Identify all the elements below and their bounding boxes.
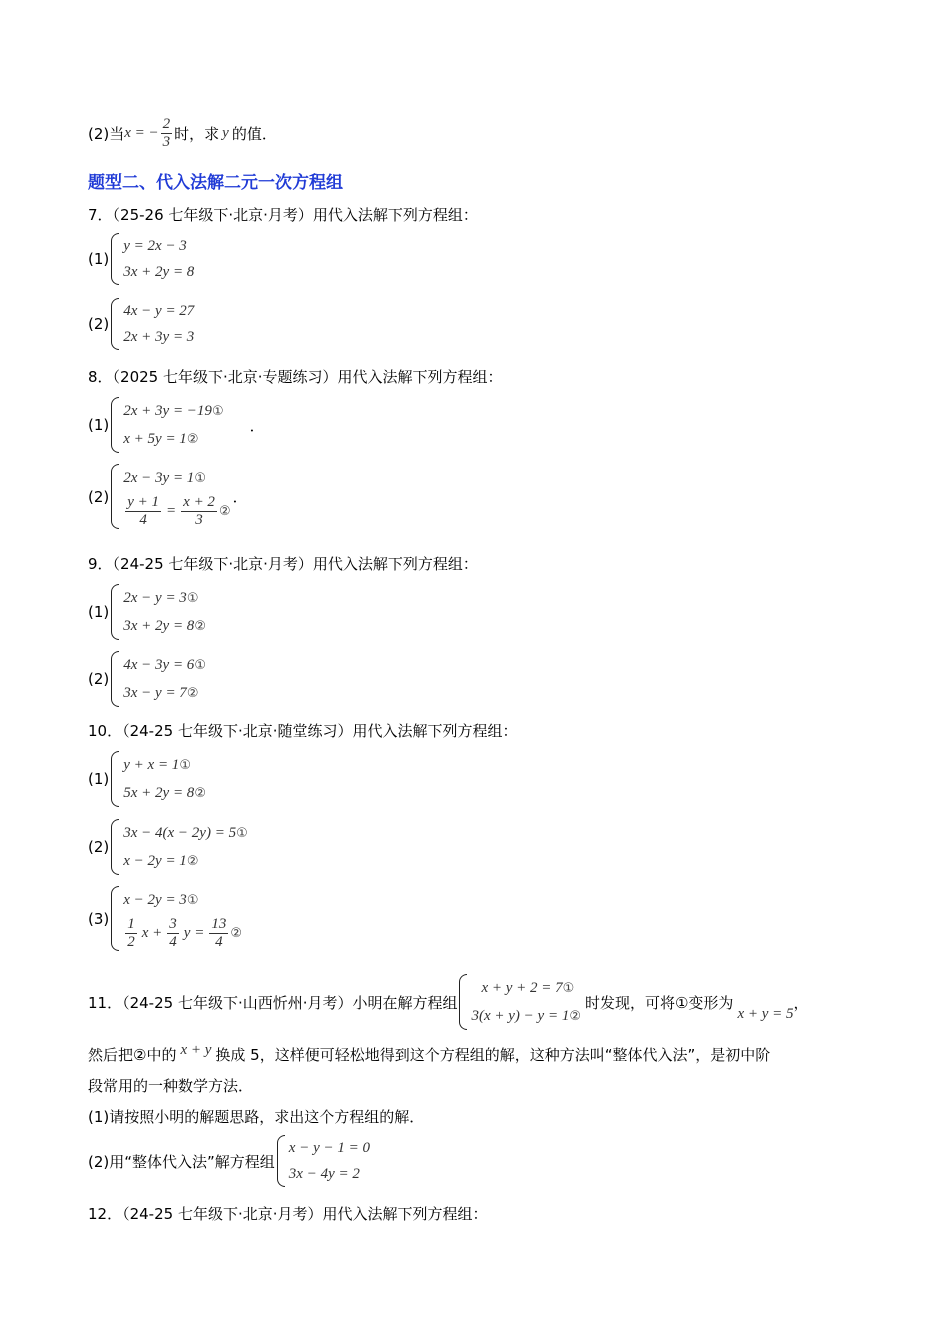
q11-after: 时发现，可将①变形为 xyxy=(584,993,734,1012)
circled-1: ① xyxy=(194,658,206,673)
frac-den: 2 xyxy=(127,934,135,950)
q9-title: 9．（24-25 七年级下·北京·月考）用代入法解下列方程组： xyxy=(88,555,478,573)
circled-2: ② xyxy=(186,432,199,447)
frac-den: 4 xyxy=(139,512,147,528)
equation-system xyxy=(109,886,242,951)
circled-2: ② xyxy=(569,1009,581,1024)
circled-2: ② xyxy=(194,619,206,634)
fraction xyxy=(125,494,161,529)
q10-part1 xyxy=(88,751,206,807)
circled-2: ② xyxy=(194,786,206,801)
q11-line2b: 换成 5，这样便可轻松地得到这个方程组的解，这种方法叫“整体代入法”，是初中阶 xyxy=(215,1046,771,1064)
section-heading: 题型二、代入法解二元一次方程组 xyxy=(88,173,343,193)
q11-xy: x + y xyxy=(180,1042,212,1058)
q10-p1-eq2: 5x + 2y = 8 xyxy=(123,785,195,801)
circled-1: ① xyxy=(186,591,199,606)
q11-eq1: x + y + 2 = 7 xyxy=(481,980,563,996)
equation-system xyxy=(109,819,248,875)
q11-title: 11．（24-25 七年级下·山西忻州·月考）小明在解方程组 xyxy=(88,993,458,1012)
frac-num: 1 xyxy=(127,916,135,932)
q10-p3-eq1: x − 2y = 3 xyxy=(123,892,187,908)
q10-part3 xyxy=(88,886,242,951)
equals-sign: = xyxy=(166,503,177,519)
q6-part2-fraction xyxy=(161,116,173,151)
q11-comma: ， xyxy=(793,993,809,1012)
q9-p1-label: (1) xyxy=(88,603,110,621)
frac-num: x + 2 xyxy=(183,494,215,510)
equation-system xyxy=(109,464,230,529)
q10-p3-label: (3) xyxy=(88,909,110,928)
brace xyxy=(111,464,119,529)
frac-den: 3 xyxy=(195,512,203,528)
q7-p2-eq1: 4x − y = 27 xyxy=(123,303,195,319)
q9-p2-eq1: 4x − 3y = 6 xyxy=(123,657,195,673)
q7-p2-eq2: 2x + 3y = 3 xyxy=(123,329,195,345)
q10-p2-eq1: 3x − 4(x − 2y) = 5 xyxy=(123,825,237,841)
q9-p1-eq1: 2x − y = 3 xyxy=(123,590,187,606)
fraction xyxy=(181,494,217,529)
brace xyxy=(111,819,119,875)
equation-system xyxy=(109,233,194,285)
q6-part2-y: y xyxy=(222,125,229,141)
fraction xyxy=(125,916,137,951)
q8-part1 xyxy=(88,397,265,453)
circled-1: ① xyxy=(562,981,575,996)
q6-part2-x: x = − xyxy=(124,125,159,141)
q7-title: 7．（25-26 七年级下·北京·月考）用代入法解下列方程组： xyxy=(88,206,478,224)
frac-den: 4 xyxy=(169,934,177,950)
q8-part2 xyxy=(88,464,248,529)
q6-part2-end: 的值． xyxy=(231,125,277,143)
q6-part2-label: (2)当 xyxy=(88,125,125,143)
frac-den: 4 xyxy=(215,934,223,950)
circled-2: ② xyxy=(186,854,199,869)
q9-p2-label: (2) xyxy=(88,670,110,688)
circled-2: ② xyxy=(186,686,199,701)
q9-p2-eq2: 3x − y = 7 xyxy=(123,685,187,701)
brace xyxy=(111,651,119,707)
circled-2: ② xyxy=(218,504,231,519)
q11-transform: x + y = 5 xyxy=(737,1005,794,1022)
q7-part1 xyxy=(88,233,194,285)
q9-p1-eq2: 3x + 2y = 8 xyxy=(123,618,195,634)
q10-p3-mid2: y = xyxy=(183,925,205,941)
q8-title: 8．（2025 七年级下·北京·专题练习）用代入法解下列方程组： xyxy=(88,368,503,386)
equation-system xyxy=(109,651,206,707)
circled-1: ① xyxy=(211,404,224,419)
q11-eq2: 3(x + y) − y = 1 xyxy=(471,1008,570,1024)
q7-part2 xyxy=(88,298,194,350)
brace xyxy=(111,584,119,640)
q10-title: 10．（24-25 七年级下·北京·随堂练习）用代入法解下列方程组： xyxy=(88,722,518,740)
q11-p2-label: (2)用“整体代入法”解方程组 xyxy=(88,1152,275,1171)
q7-p1-eq1: y = 2x − 3 xyxy=(123,238,187,254)
q6-part2-rest: 时，求 xyxy=(174,125,220,143)
equation-system xyxy=(457,974,581,1030)
q10-p1-label: (1) xyxy=(88,770,110,788)
q11-line1 xyxy=(88,974,809,1030)
frac-num: 13 xyxy=(211,916,227,932)
q10-part2 xyxy=(88,819,248,875)
q11-line3: 段常用的一种数学方法． xyxy=(88,1077,254,1095)
brace xyxy=(277,1135,285,1187)
brace xyxy=(459,974,467,1030)
circled-1: ① xyxy=(179,758,191,773)
q10-p3-mid: x + xyxy=(141,925,163,941)
q9-part1 xyxy=(88,584,206,640)
equation-system xyxy=(109,397,223,453)
q7-p1-eq2: 3x + 2y = 8 xyxy=(123,264,195,280)
brace xyxy=(111,233,119,285)
q10-p2-eq2: x − 2y = 1 xyxy=(123,853,187,869)
q11-line2 xyxy=(88,1042,771,1065)
q7-p1-label: (1) xyxy=(88,250,110,268)
brace xyxy=(111,751,119,807)
frac-num: y + 1 xyxy=(127,494,160,510)
q8-p1-label: (1) xyxy=(88,416,110,434)
q11-p2-eq2: 3x − 4y = 2 xyxy=(288,1166,360,1182)
q8-p2-eq1: 2x − 3y = 1 xyxy=(123,470,195,486)
equation-system xyxy=(275,1135,370,1187)
circled-1: ① xyxy=(186,893,199,908)
circled-1: ① xyxy=(194,471,206,486)
q8-p2-tail: ． xyxy=(232,488,248,506)
q7-p2-label: (2) xyxy=(88,315,110,333)
circled-2: ② xyxy=(230,926,242,941)
q6-frac-num: 2 xyxy=(162,116,171,132)
equation-system xyxy=(109,298,194,350)
equation-system xyxy=(109,751,206,807)
brace xyxy=(111,886,119,951)
fraction xyxy=(167,916,179,951)
q11-part2 xyxy=(88,1135,370,1187)
q12-title: 12．（24-25 七年级下·北京·月考）用代入法解下列方程组： xyxy=(88,1205,488,1223)
q8-p1-tail: ． xyxy=(249,416,265,435)
q11-line2a: 然后把②中的 xyxy=(88,1046,177,1064)
q8-p1-eq2: x + 5y = 1 xyxy=(123,431,187,447)
q9-part2 xyxy=(88,651,206,707)
circled-1: ① xyxy=(236,826,248,841)
q8-p2-label: (2) xyxy=(88,487,110,506)
q11-part1: (1)请按照小明的解题思路，求出这个方程组的解． xyxy=(88,1108,425,1126)
q11-p2-eq1: x − y − 1 = 0 xyxy=(288,1140,370,1156)
frac-num: 3 xyxy=(169,916,177,932)
q6-part2 xyxy=(88,116,277,151)
q10-p1-eq1: y + x = 1 xyxy=(123,757,180,773)
equation-system xyxy=(109,584,206,640)
q8-p1-eq1: 2x + 3y = −19 xyxy=(123,403,212,419)
brace xyxy=(111,298,119,350)
q6-frac-den: 3 xyxy=(162,134,171,150)
brace xyxy=(111,397,119,453)
fraction xyxy=(209,916,228,951)
q10-p2-label: (2) xyxy=(88,838,110,856)
